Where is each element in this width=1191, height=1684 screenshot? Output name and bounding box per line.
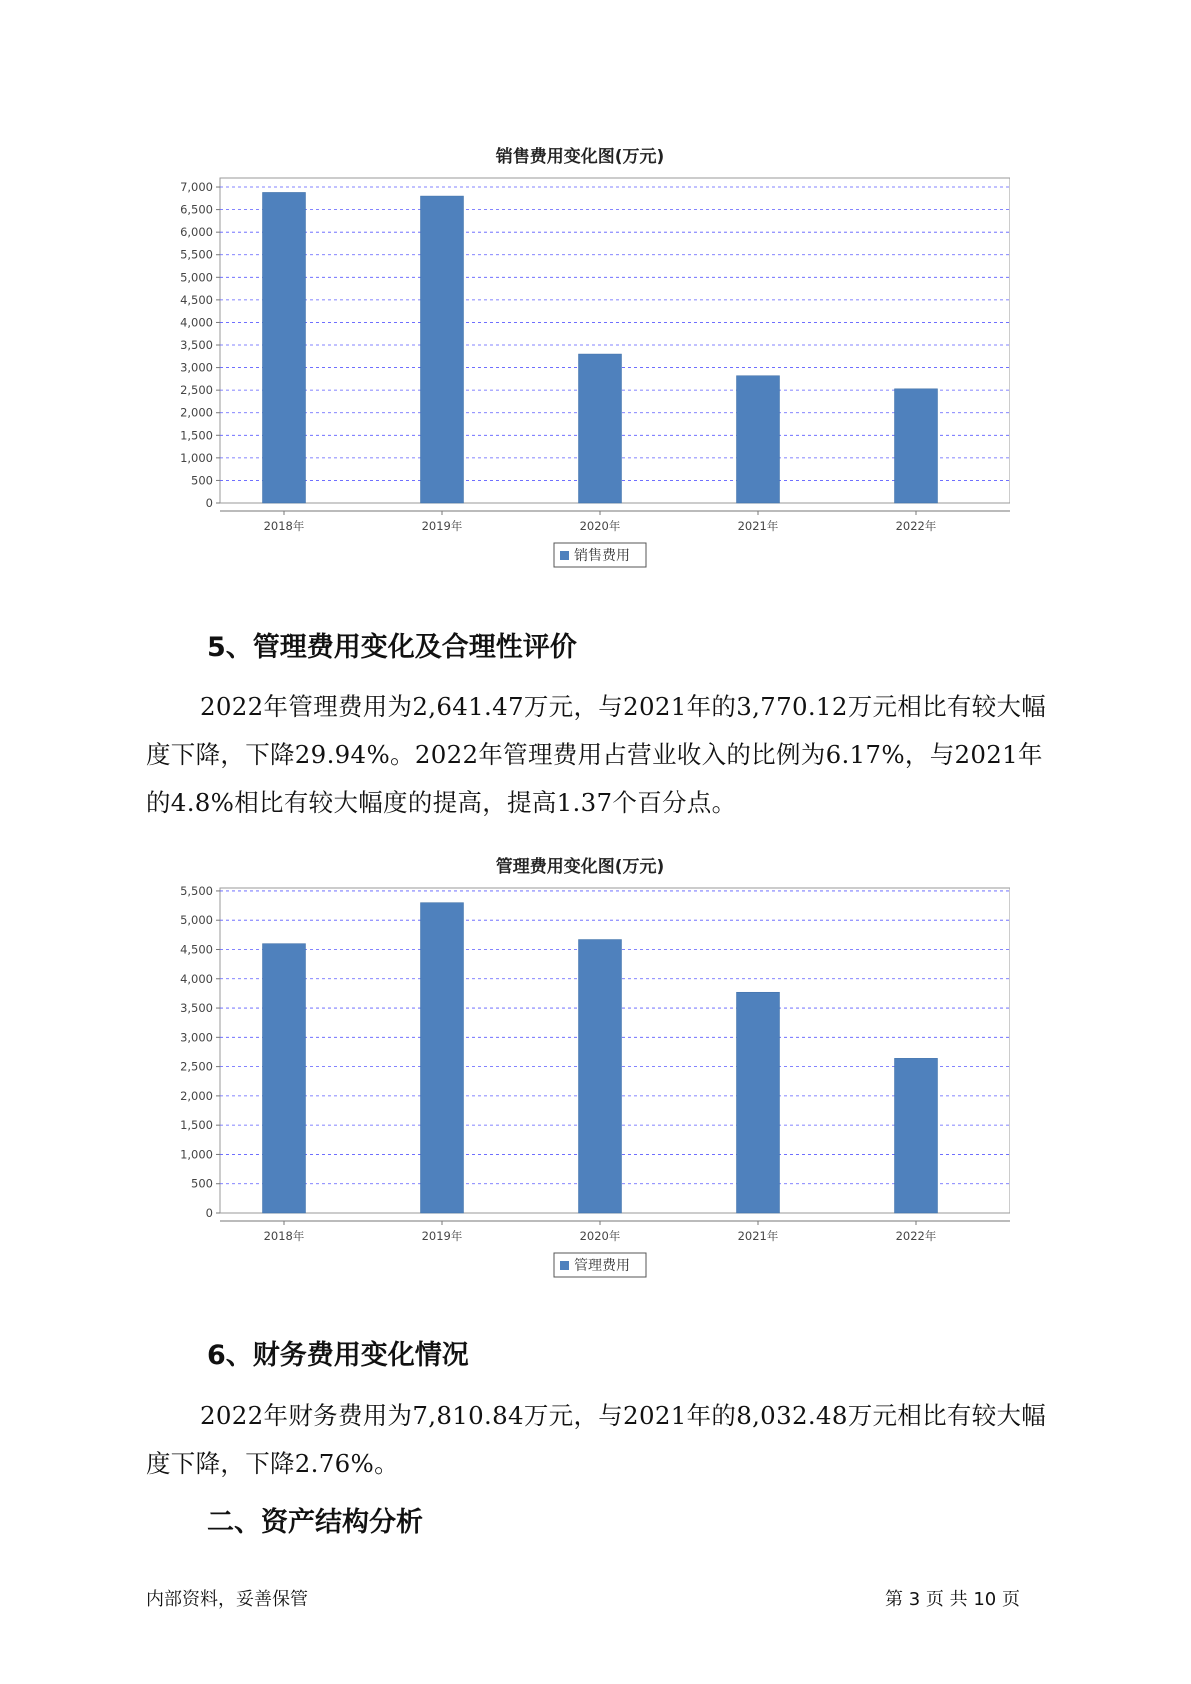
- section-5-heading: 5、管理费用变化及合理性评价: [207, 632, 577, 663]
- y-tick-label: 1,500: [180, 428, 213, 443]
- y-tick-label: 5,000: [180, 913, 213, 928]
- x-tick-label: 2018年: [263, 1229, 305, 1243]
- y-tick-label: 1,500: [180, 1118, 213, 1133]
- bar: [579, 940, 622, 1213]
- bar: [579, 354, 622, 503]
- y-tick-label: 3,500: [180, 1001, 213, 1016]
- y-tick-label: 0: [205, 496, 213, 510]
- bar: [737, 376, 780, 503]
- x-tick-label: 2020年: [579, 1229, 621, 1243]
- bar: [737, 992, 780, 1213]
- section-5-paragraph: 2022年管理费用为2,641.47万元，与2021年的3,770.12万元相比有较大幅度下降，下降29.94%。2022年管理费用占营业收入的比例为6.17%，与2021年的4.8%相比有较大幅度的提高，提高1.37个百分点。: [146, 692, 1047, 817]
- y-tick-label: 2,500: [180, 1059, 213, 1074]
- bar: [421, 903, 464, 1213]
- y-tick-label: 7,000: [180, 180, 213, 195]
- x-tick-label: 2019年: [421, 1229, 463, 1243]
- x-tick-label: 2019年: [421, 519, 463, 533]
- admin-expense-chart: [150, 850, 1010, 1310]
- bar: [263, 192, 306, 503]
- y-tick-label: 5,000: [180, 270, 213, 285]
- y-tick-label: 2,500: [180, 383, 213, 398]
- bar: [421, 196, 464, 503]
- section-6-paragraph: 2022年财务费用为7,810.84万元，与2021年的8,032.48万元相比有较大幅度下降，下降2.76%。: [146, 1401, 1047, 1478]
- bar: [895, 1058, 938, 1213]
- y-tick-label: 4,500: [180, 292, 213, 307]
- y-tick-label: 3,000: [180, 1030, 213, 1045]
- legend-label: 管理费用: [574, 1258, 630, 1274]
- legend-swatch: [560, 551, 569, 560]
- x-tick-label: 2018年: [263, 519, 305, 533]
- y-tick-label: 2,000: [180, 405, 213, 420]
- chart-title: 管理费用变化图(万元): [495, 857, 665, 877]
- y-tick-label: 5,500: [180, 883, 213, 898]
- y-tick-label: 500: [191, 1176, 213, 1191]
- y-tick-label: 6,000: [180, 225, 213, 240]
- y-tick-label: 0: [205, 1206, 213, 1220]
- legend-label: 销售费用: [574, 548, 630, 564]
- y-tick-label: 500: [191, 473, 213, 488]
- y-tick-label: 3,000: [180, 360, 213, 375]
- footer-right: 第 3 页 共 10 页: [885, 1589, 1020, 1610]
- sales-expense-chart: [150, 140, 1010, 590]
- y-tick-label: 1,000: [180, 1147, 213, 1162]
- chart-title: 销售费用变化图(万元): [495, 147, 665, 167]
- y-tick-label: 1,000: [180, 450, 213, 465]
- section-6-heading: 6、财务费用变化情况: [207, 1340, 469, 1371]
- bar: [263, 944, 306, 1213]
- x-tick-label: 2022年: [895, 519, 937, 533]
- x-tick-label: 2021年: [737, 519, 779, 533]
- y-tick-label: 4,500: [180, 942, 213, 957]
- y-tick-label: 3,500: [180, 338, 213, 353]
- x-tick-label: 2021年: [737, 1229, 779, 1243]
- chart-svg: [150, 880, 1010, 1320]
- y-tick-label: 4,000: [180, 315, 213, 330]
- chart-svg: [150, 170, 1010, 610]
- legend-swatch: [560, 1261, 569, 1270]
- y-tick-label: 2,000: [180, 1088, 213, 1103]
- bar: [895, 389, 938, 503]
- x-tick-label: 2022年: [895, 1229, 937, 1243]
- x-tick-label: 2020年: [579, 519, 621, 533]
- footer-left: 内部资料，妥善保管: [146, 1589, 308, 1610]
- y-tick-label: 4,000: [180, 971, 213, 986]
- section-two-heading: 二、资产结构分析: [207, 1507, 423, 1538]
- y-tick-label: 6,500: [180, 202, 213, 217]
- y-tick-label: 5,500: [180, 247, 213, 262]
